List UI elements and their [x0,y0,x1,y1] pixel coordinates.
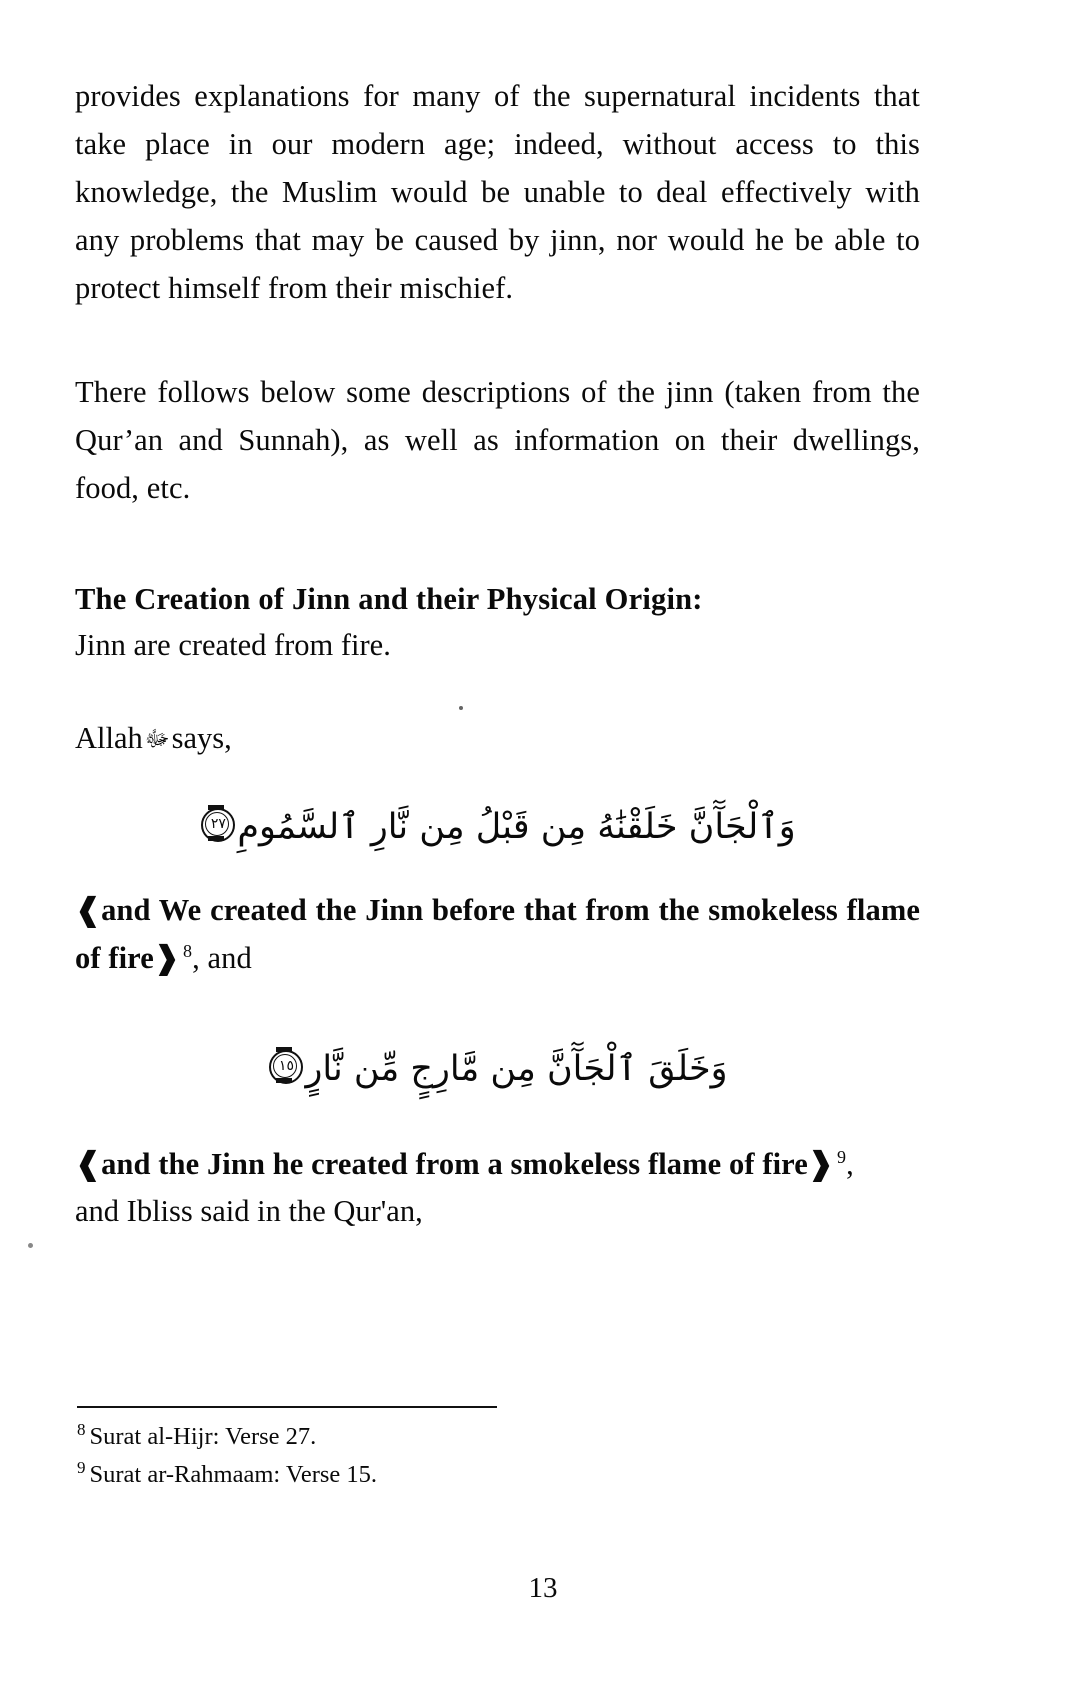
closing-line: and Ibliss said in the Qur'an, [75,1194,423,1228]
translation-trailing-2: , [846,1147,854,1181]
verse-spacer-2 [75,982,920,1038]
footnote-marker: 8 [77,1419,86,1439]
quote-close-bracket-2: ❱ [807,1146,834,1181]
arabic-text-2: وَخَلَقَ ٱلْجَآٓنَّ مِن مَّارِجٍ مِّن نَّارٍ [305,1049,728,1089]
translation-2 [75,1140,920,1188]
page-number: 13 [528,1572,558,1604]
page-content [75,72,920,1235]
verse-spacer-1 [75,762,920,796]
footnote-separator [77,1406,497,1408]
arabic-verse-1 [75,796,920,858]
section-spacer [75,512,920,576]
translation-text-1: and We created the Jinn before that from the smokeless flame of fire [75,893,920,975]
paragraph-2: There follows below some descriptions of the jinn (taken from the Qur’an and Sunnah), as well as information on their dwellings, food, etc. [75,375,920,505]
footnote-marker: 9 [77,1457,86,1477]
paragraph-1: provides explanations for many of the supernatural incidents that take place in our modern age; indeed, without access to this knowledge, the Muslim would be unable to deal effectively with any problems that may be caused by jinn, nor would he be able to protect himself from their mischief. [75,79,920,305]
scan-artifact-speck [459,706,463,710]
footnote-ref-8: 8 [182,940,193,961]
section-heading: The Creation of Jinn and their Physical Origin: [75,582,703,616]
attribution-spacer [75,669,920,715]
footnote-text: Surat al-Hijr: Verse 27. [89,1423,317,1450]
quote-open-bracket-1: ❰ [75,892,102,927]
arabic-text-1: وَٱلْجَآٓنَّ خَلَقْنَٰهُ مِن قَبْلُ مِن نَّارِ ٱلسَّمُومِ [237,807,796,847]
quote-open-bracket-2: ❰ [75,1146,102,1181]
translation-trailing-1: , and [192,941,252,975]
paragraph-spacer [75,312,920,368]
scan-artifact-speck-margin [28,1243,33,1248]
translation-1 [75,886,920,982]
arabic-verse-2 [75,1038,920,1100]
translation-spacer-2 [75,1100,920,1140]
translation-spacer-1 [75,858,920,886]
jalla-jalaaluhu-icon: ﷻ [144,727,170,752]
ayah-number-2: ١٥ [278,1058,294,1074]
footnote-item [77,1456,777,1494]
footnote-ref-9: 9 [836,1146,847,1167]
ayah-marker-1 [201,808,235,842]
allah-says-line [75,715,920,762]
says-label: says, [171,721,232,755]
quote-close-bracket-1: ❱ [153,940,180,975]
allah-label: Allah [75,721,143,755]
footnote-list [77,1418,777,1494]
ayah-marker-2 [269,1050,303,1084]
footnote-item [77,1418,777,1456]
footnote-text: Surat ar-Rahmaam: Verse 15. [89,1461,378,1488]
section-subtitle: Jinn are created from fire. [75,628,391,662]
translation-text-2: and the Jinn he created from a smokeless flame of fire [101,1147,808,1181]
ayah-number-1: ٢٧ [210,816,226,832]
